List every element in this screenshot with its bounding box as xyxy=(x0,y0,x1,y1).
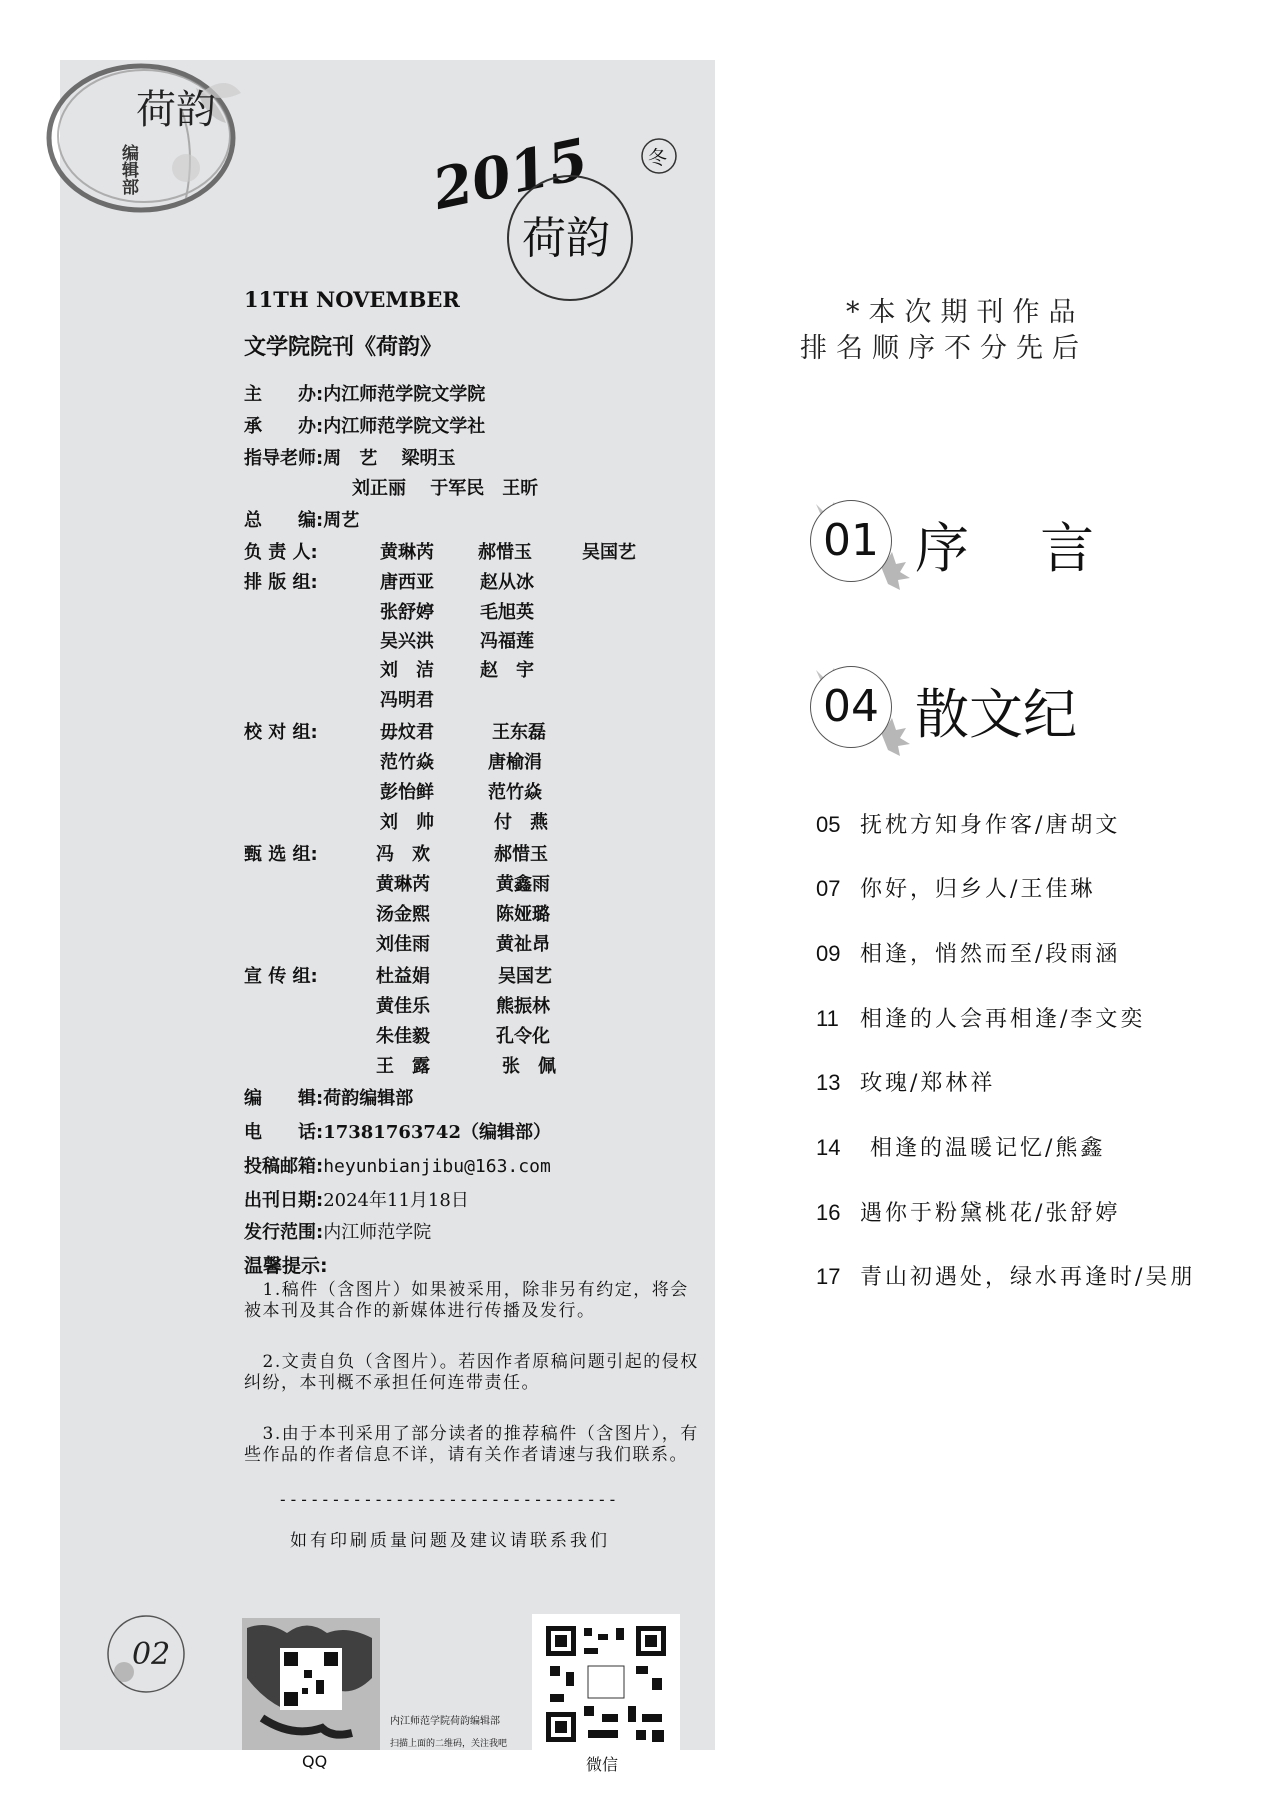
editorial-seal xyxy=(36,48,246,223)
group-label: 校 对 组: xyxy=(244,722,318,743)
lotus-leaf-icon xyxy=(114,1662,134,1682)
seal-char-he: 荷韵 xyxy=(136,87,216,133)
logo-year: 2015 xyxy=(430,128,594,223)
group-label: 排 版 组: xyxy=(244,572,318,593)
group-name: 王东磊 xyxy=(492,722,546,743)
divider: -------------------------------- xyxy=(278,1490,619,1509)
group-name: 刘 帅 xyxy=(380,812,434,833)
toc-item[interactable]: 09 相逢，悄然而至/段雨涵 xyxy=(816,941,1121,967)
masthead-row: 指导老师:周 艺 梁明玉 xyxy=(244,448,456,469)
group-name: 黄祉昂 xyxy=(496,934,550,955)
editor-row: 编 辑:荷韵编辑部 xyxy=(244,1088,414,1109)
page-number-badge xyxy=(104,1612,188,1696)
group-name: 彭怡鲜 xyxy=(380,782,434,803)
tips-title: 温馨提示: xyxy=(244,1255,328,1277)
section-title: 序 言 xyxy=(915,517,1095,580)
group-name: 张舒婷 xyxy=(380,602,434,623)
date-line: 11TH NOVEMBER xyxy=(244,287,460,312)
group-name: 张 佩 xyxy=(502,1056,556,1077)
group-name: 范竹焱 xyxy=(380,752,434,773)
group-name: 黄佳乐 xyxy=(376,996,430,1017)
tip-item: 3.由于本刊采用了部分读者的推荐稿件（含图片），有些作品的作者信息不详，请有关作者请速与我们联系。 xyxy=(244,1424,699,1465)
group-name: 范竹焱 xyxy=(488,782,542,803)
issue-logo xyxy=(430,128,690,303)
group-name: 毋炆君 xyxy=(380,722,434,743)
note-line-2: 排名顺序不分先后 xyxy=(800,333,1088,364)
qq-qr-code-icon xyxy=(242,1618,380,1750)
toc-item[interactable]: 13 玫瑰/郑林祥 xyxy=(816,1070,996,1096)
toc-item[interactable]: 14 相逢的温暖记忆/熊鑫 xyxy=(816,1135,1106,1161)
group-name: 付 燕 xyxy=(494,812,548,833)
group-name: 孔令化 xyxy=(496,1026,550,1047)
toc-item[interactable]: 17 青山初遇处，绿水再逢时/吴朋 xyxy=(816,1264,1196,1290)
toc-item[interactable]: 07 你好，归乡人/王佳琳 xyxy=(816,876,1096,902)
group-name: 吴国艺 xyxy=(498,966,552,987)
logo-name: 荷韵 xyxy=(522,213,610,264)
contact-line: 如有印刷质量问题及建议请联系我们 xyxy=(290,1531,610,1551)
masthead-row: 承 办:内江师范学院文学社 xyxy=(244,416,486,437)
wechat-qr-card[interactable] xyxy=(532,1614,680,1752)
group-name: 黄琳芮 xyxy=(380,542,434,563)
group-name: 汤金熙 xyxy=(376,904,430,925)
section-number: 01 xyxy=(810,500,892,582)
toc-item[interactable]: 05 抚枕方知身作客/唐胡文 xyxy=(816,812,1121,838)
group-name: 冯 欢 xyxy=(376,844,430,865)
masthead-row: 总 编:周艺 xyxy=(244,510,360,531)
group-name: 郝惜玉 xyxy=(494,844,548,865)
qq-caption-2: 扫描上面的二维码，关注我吧 xyxy=(390,1739,508,1749)
group-name: 赵 宇 xyxy=(480,660,534,681)
seal-subtitle: 编辑部 xyxy=(118,144,138,195)
group-name: 吴国艺 xyxy=(582,542,636,563)
page-number: 02 xyxy=(132,1637,171,1672)
group-name: 熊振林 xyxy=(496,996,550,1017)
logo-season: 冬 xyxy=(648,147,668,169)
wechat-label: 微信 xyxy=(586,1755,619,1774)
group-name: 刘佳雨 xyxy=(376,934,430,955)
group-name: 赵从冰 xyxy=(480,572,534,593)
group-name: 唐榆涓 xyxy=(488,752,542,773)
group-label: 甄 选 组: xyxy=(244,844,318,865)
section-number: 04 xyxy=(810,666,892,748)
seal-brush-circle xyxy=(36,48,246,223)
email-row: 投稿邮箱:heyunbianjibu@163.com xyxy=(244,1156,551,1177)
qq-qr-card[interactable] xyxy=(242,1618,380,1750)
group-name: 刘 洁 xyxy=(380,660,434,681)
group-name: 毛旭英 xyxy=(480,602,534,623)
tip-item: 2.文责自负（含图片）。若因作者原稿问题引起的侵权纠纷，本刊概不承担任何连带责任。 xyxy=(244,1352,699,1393)
toc-item[interactable]: 16 遇你于粉黛桃花/张舒婷 xyxy=(816,1200,1121,1226)
tip-item: 1.稿件（含图片）如果被采用，除非另有约定，将会被本刊及其合作的新媒体进行传播及发行。 xyxy=(244,1280,689,1321)
scope-row: 发行范围:内江师范学院 xyxy=(244,1222,432,1243)
date-row: 出刊日期:2024年11月18日 xyxy=(244,1190,469,1211)
qq-caption-1: 内江师范学院荷韵编辑部 xyxy=(390,1716,500,1727)
group-name: 杜益娟 xyxy=(376,966,430,987)
toc-item[interactable]: 11 相逢的人会再相逢/李文奕 xyxy=(816,1006,1146,1032)
group-name: 冯明君 xyxy=(380,690,434,711)
section-title: 散文纪 xyxy=(915,683,1077,746)
note-line-1: *本次期刊作品 xyxy=(846,297,1085,328)
group-name: 王 露 xyxy=(376,1056,430,1077)
masthead-row: 主 办:内江师范学院文学院 xyxy=(244,384,486,405)
issue-logo-art xyxy=(430,128,690,303)
group-name: 朱佳毅 xyxy=(376,1026,430,1047)
group-name: 黄琳芮 xyxy=(376,874,430,895)
group-name: 唐西亚 xyxy=(380,572,434,593)
group-name: 黄鑫雨 xyxy=(496,874,550,895)
group-label: 负 责 人: xyxy=(244,542,318,563)
phone-row: 电 话:17381763742（编辑部） xyxy=(244,1122,551,1143)
wechat-qr-code-icon xyxy=(532,1614,680,1752)
group-name: 冯福莲 xyxy=(480,631,534,652)
masthead-row: 刘正丽 于军民 王昕 xyxy=(352,478,539,499)
qq-label: QQ xyxy=(302,1752,328,1771)
group-label: 宣 传 组: xyxy=(244,966,318,987)
group-name: 郝惜玉 xyxy=(478,542,532,563)
group-name: 吴兴洪 xyxy=(380,631,434,652)
group-name: 陈娅璐 xyxy=(496,904,550,925)
magazine-title: 文学院院刊《荷韵》 xyxy=(244,335,443,360)
